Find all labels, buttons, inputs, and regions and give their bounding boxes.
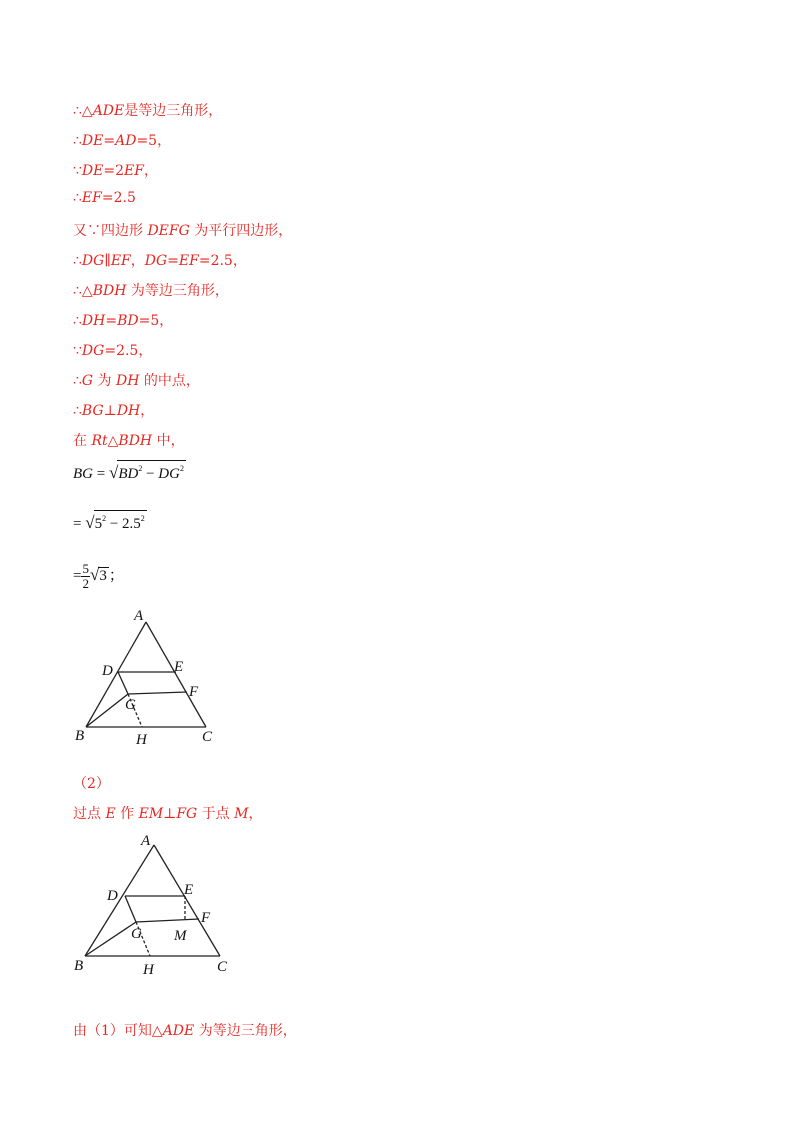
side-AB xyxy=(86,622,146,727)
label-C: C xyxy=(217,959,228,975)
label-C: C xyxy=(202,729,213,745)
line-9: ∵DG=2.5， xyxy=(73,343,153,359)
line-12: 在 Rt△BDH 中， xyxy=(73,433,185,449)
label-H: H xyxy=(136,732,147,748)
label-D: D xyxy=(107,888,118,904)
segment-GF xyxy=(128,692,187,694)
segment-BG xyxy=(86,694,128,727)
line-10: ∴G 为 DH 的中点， xyxy=(73,373,200,389)
line-7: ∴△BDH 为等边三角形， xyxy=(73,283,229,299)
segment-DG xyxy=(125,896,136,922)
line-4: ∴EF=2.5 xyxy=(73,190,136,206)
label-E: E xyxy=(174,659,184,675)
line-1: ∴△ADE是等边三角形， xyxy=(73,103,223,119)
label-G: G xyxy=(131,926,142,942)
label-B: B xyxy=(74,958,84,974)
figure-2-triangle xyxy=(70,828,240,978)
side-AC xyxy=(154,845,220,956)
label-F: F xyxy=(189,684,199,700)
segment-BG xyxy=(85,922,136,956)
equation-substitution: = $√5^2 - 2.5^2$ xyxy=(73,510,147,533)
fraction: $\frac{5}{2}$ xyxy=(82,561,89,591)
label-D: D xyxy=(102,663,113,679)
label-E: E xyxy=(184,882,194,898)
figure-1-triangle xyxy=(70,605,230,750)
line-6: ∴DG∥EF，DG=EF=2.5， xyxy=(73,253,247,269)
line-3: ∵DE=2EF， xyxy=(73,163,158,179)
label-A: A xyxy=(134,608,144,624)
label-G: G xyxy=(125,697,136,713)
segment-GF xyxy=(136,919,199,922)
equation-bg: BG = $√BD^2 - DG^2$ xyxy=(73,460,186,483)
line-11: ∴BG⊥DH， xyxy=(73,403,155,419)
part-2-construction: 过点 E 作 EM⊥FG 于点 M， xyxy=(73,806,263,822)
label-A: A xyxy=(141,833,151,849)
label-F: F xyxy=(201,910,211,926)
equation-result: = $\frac{5}{2}$ √3 ； xyxy=(73,561,124,591)
label-B: B xyxy=(75,728,85,744)
line-8: ∴DH=BD=5， xyxy=(73,313,174,329)
line-2: ∴DE=AD=5， xyxy=(73,133,172,149)
part-2-label: （2） xyxy=(73,776,110,792)
line-5: 又∵四边形 DEFG 为平行四边形， xyxy=(73,223,293,239)
last-line: 由（1）可知△ADE 为等边三角形， xyxy=(73,1023,297,1039)
label-M: M xyxy=(174,928,187,944)
label-H: H xyxy=(143,962,154,978)
segment-DG xyxy=(118,672,128,694)
side-AB xyxy=(85,845,154,956)
